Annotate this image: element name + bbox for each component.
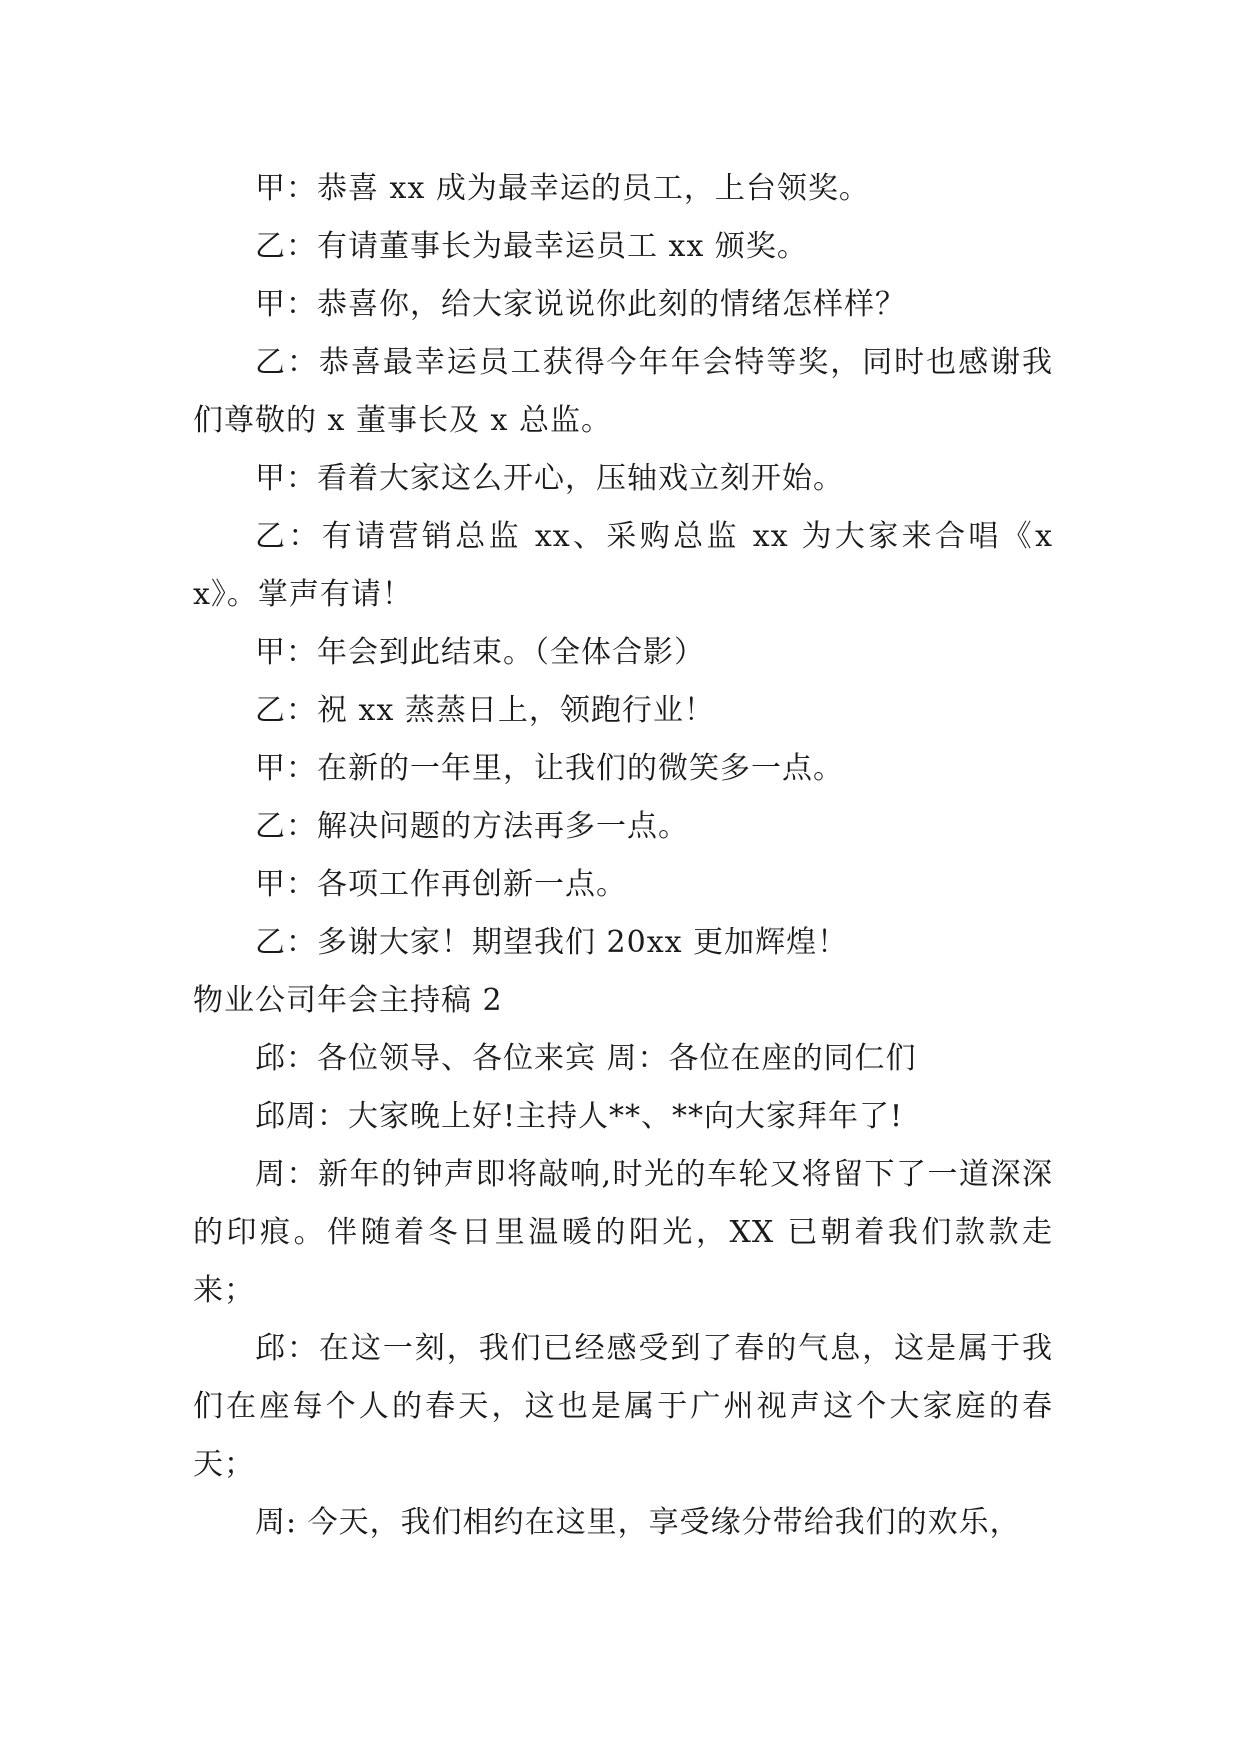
dialogue-line-4: 乙：恭喜最幸运员工获得今年年会特等奖，同时也感谢我们尊敬的 x 董事长及 x 总监。 — [193, 345, 1053, 438]
dialogue-line-8: 乙：祝 xx 蒸蒸日上，领跑行业！ — [255, 693, 715, 728]
document-body — [193, 160, 1053, 1552]
section-line-5: 周: 今天，我们相约在这里，享受缘分带给我们的欢乐， — [255, 1505, 1021, 1540]
dialogue-line-12: 乙：多谢大家！期望我们 20xx 更加辉煌！ — [255, 925, 849, 960]
dialogue-line-2: 乙：有请董事长为最幸运员工 xx 颁奖。 — [255, 229, 808, 264]
dialogue-line-9: 甲：在新的一年里，让我们的微笑多一点。 — [255, 751, 844, 786]
dialogue-line-6: 乙：有请营销总监 xx、采购总监 xx 为大家来合唱《xx》。掌声有请！ — [193, 519, 1053, 612]
dialogue-line-10: 乙：解决问题的方法再多一点。 — [255, 809, 689, 844]
dialogue-line-11: 甲：各项工作再创新一点。 — [255, 867, 627, 902]
section-line-1: 邱：各位领导、各位来宾 周：各位在座的同仁们 — [255, 1041, 917, 1076]
section-line-4: 邱：在这一刻，我们已经感受到了春的气息，这是属于我们在座每个人的春天，这也是属于广州视声这个大家庭的春天； — [193, 1331, 1053, 1482]
dialogue-line-1: 甲：恭喜 xx 成为最幸运的员工，上台领奖。 — [255, 171, 870, 206]
dialogue-line-3: 甲：恭喜你，给大家说说你此刻的情绪怎样样？ — [255, 287, 906, 322]
section-title: 物业公司年会主持稿 2 — [193, 983, 503, 1018]
section-line-3: 周：新年的钟声即将敲响,时光的车轮又将留下了一道深深的印痕。伴随着冬日里温暖的阳光，XX 已朝着我们款款走来； — [193, 1157, 1053, 1308]
dialogue-line-7: 甲：年会到此结束。（全体合影） — [255, 635, 705, 670]
section-line-2: 邱周：大家晚上好!主持人**、**向大家拜年了! — [255, 1099, 904, 1134]
dialogue-line-5: 甲：看着大家这么开心，压轴戏立刻开始。 — [255, 461, 844, 496]
